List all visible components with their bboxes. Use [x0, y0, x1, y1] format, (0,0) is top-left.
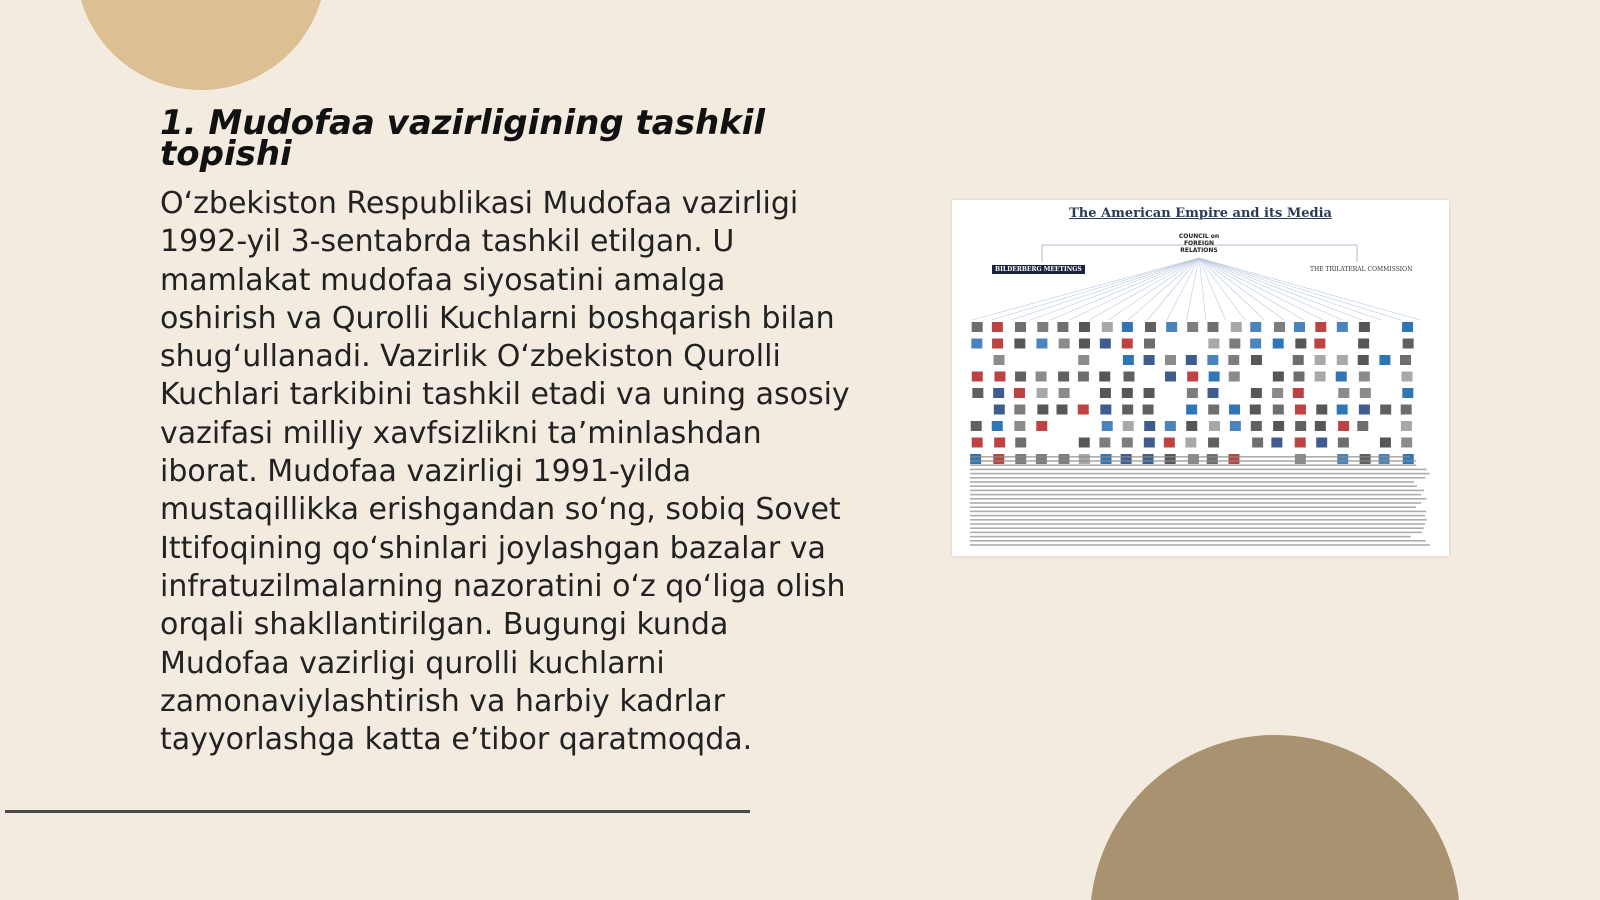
media-thumbnail [1207, 322, 1218, 332]
media-thumbnail [1102, 421, 1113, 431]
fine-print-line [970, 527, 1424, 529]
media-thumbnail [1078, 355, 1089, 365]
media-thumbnail [1273, 372, 1284, 382]
media-thumbnail [1230, 421, 1241, 431]
fine-print-line [970, 485, 1417, 487]
media-thumbnail [1251, 388, 1262, 398]
media-thumbnail [1357, 421, 1368, 431]
fine-print-line [970, 540, 1426, 542]
media-thumbnail [1207, 355, 1218, 365]
media-thumbnail [1078, 405, 1089, 415]
media-thumbnail [1100, 339, 1111, 349]
media-thumbnail [1100, 388, 1111, 398]
media-thumbnail [1358, 355, 1369, 365]
media-thumbnail [992, 322, 1003, 332]
media-thumbnail [1037, 405, 1048, 415]
slide-body-text: O‘zbekiston Respublikasi Mudofaa vazirligi 1992-yil 3-sentabrda tashkil etilgan. U mamlakat mudofaa siyosatini amalga oshirish va Qurolli Kuchlarni boshqarish bilan shug‘ullanadi. Vazirlik O‘zbekiston Qurolli Kuchlari tarkibini tashkil etadi va uning asosiy vazifasi milliy xavfsizlikni ta’minlashdan iborat. Mudofaa vazirligi 1991-yilda mustaqillikka erishgandan so‘ng, sobiq Sovet Ittifoqining qo‘shinlari joylashgan bazalar va infratuzilmalarning nazoratini o‘z qo‘liga olish orqali shakllantirilgan. Bugungi kunda Mudofaa vazirligi qurolli kuchlarni zamonaviylashtirish va harbiy kadrlar tayyorlashga katta e’tibor qaratmoqda. [160, 186, 850, 758]
fine-print-line [970, 536, 1411, 538]
figure-center-label: COUNCIL on FOREIGN RELATIONS [1178, 233, 1220, 254]
media-thumbnail [1379, 454, 1390, 464]
media-thumbnail [1402, 388, 1413, 398]
media-thumbnail [1123, 355, 1134, 365]
fine-print-line [970, 490, 1424, 492]
media-thumbnail [994, 355, 1005, 365]
media-thumbnail [1100, 405, 1111, 415]
media-thumbnail [1315, 372, 1326, 382]
media-thumbnail [1336, 372, 1347, 382]
media-thumbnail [1186, 405, 1197, 415]
media-thumbnail [1360, 388, 1371, 398]
media-thumbnail [1273, 405, 1284, 415]
media-thumbnail [994, 438, 1005, 448]
media-thumbnail [1359, 405, 1370, 415]
media-thumbnail [992, 421, 1003, 431]
media-thumbnail [1316, 438, 1327, 448]
fine-print-line [970, 494, 1421, 496]
media-thumbnail [1057, 322, 1068, 332]
media-thumbnail [1121, 454, 1132, 464]
media-thumbnail [1315, 322, 1326, 332]
media-thumbnail [1250, 322, 1261, 332]
connector-line [1199, 258, 1245, 320]
media-thumbnail [1315, 355, 1326, 365]
media-thumbnail [1207, 454, 1218, 464]
media-thumbnail [1143, 454, 1154, 464]
media-thumbnail [1401, 405, 1412, 415]
media-thumbnail [1337, 405, 1348, 415]
media-thumbnail [993, 454, 1004, 464]
media-thumbnail [1037, 322, 1048, 332]
media-thumbnail [1036, 421, 1047, 431]
connector-line [1199, 258, 1206, 320]
media-thumbnail [1185, 438, 1196, 448]
media-thumbnail [1229, 405, 1240, 415]
fine-print-line [970, 473, 1430, 475]
figure-right-label: THE TRILATERAL COMMISSION [1310, 266, 1413, 273]
media-thumbnail [1079, 454, 1090, 464]
media-thumbnail [1122, 388, 1133, 398]
media-thumbnail [1359, 372, 1370, 382]
slide-title: 1. Mudofaa vazirligining tashkil topishi [160, 103, 766, 174]
media-thumbnail [1379, 355, 1390, 365]
divider-line [5, 810, 750, 813]
media-thumbnail [1293, 355, 1304, 365]
media-thumbnail [972, 322, 983, 332]
media-thumbnail [1099, 438, 1110, 448]
media-thumbnail [1015, 454, 1026, 464]
fine-print-line [970, 544, 1430, 546]
media-thumbnail [1316, 405, 1327, 415]
connector-line [1109, 258, 1200, 320]
media-thumbnail [1337, 322, 1348, 332]
media-thumbnail [1295, 421, 1306, 431]
media-thumbnail [1036, 339, 1047, 349]
media-thumbnail [992, 339, 1003, 349]
media-thumbnail [1358, 339, 1369, 349]
media-thumbnail [1014, 339, 1025, 349]
media-thumbnail [1295, 454, 1306, 464]
media-thumbnail [1293, 372, 1304, 382]
media-thumbnail [1102, 322, 1113, 332]
decorative-circle-bottom [1090, 735, 1460, 900]
media-thumbnail [1058, 454, 1069, 464]
media-thumbnail [994, 405, 1005, 415]
fine-print-line [970, 532, 1422, 534]
fine-print-line [970, 460, 1416, 462]
media-thumbnail [1143, 405, 1154, 415]
media-thumbnail [1058, 372, 1069, 382]
media-thumbnail [1208, 405, 1219, 415]
media-thumbnail [1144, 421, 1155, 431]
media-thumbnail [1338, 421, 1349, 431]
fine-print-line [970, 511, 1426, 513]
media-thumbnail [1100, 454, 1111, 464]
media-thumbnail [1059, 388, 1070, 398]
media-thumbnail [993, 388, 1004, 398]
media-thumbnail [1315, 421, 1326, 431]
media-thumbnail [1187, 388, 1198, 398]
media-thumbnail [1380, 438, 1391, 448]
media-thumbnail [1166, 322, 1177, 332]
media-thumbnail [1401, 438, 1412, 448]
fine-print-line [970, 519, 1427, 521]
media-thumbnail [1015, 372, 1026, 382]
decorative-circle-top [76, 0, 326, 90]
media-thumbnail [1314, 339, 1325, 349]
media-thumbnail [1123, 421, 1134, 431]
media-thumbnail [1252, 438, 1263, 448]
media-thumbnail [1187, 372, 1198, 382]
media-thumbnail [1165, 421, 1176, 431]
media-thumbnail [1165, 372, 1176, 382]
fine-print-line [970, 464, 1416, 466]
media-thumbnail [1057, 405, 1068, 415]
media-thumbnail [1359, 322, 1370, 332]
media-thumbnail [1403, 454, 1414, 464]
fine-print-line [970, 502, 1421, 504]
media-thumbnail [1400, 355, 1411, 365]
media-thumbnail [1229, 372, 1240, 382]
media-thumbnail [970, 454, 981, 464]
media-thumbnail [1401, 421, 1412, 431]
media-thumbnail [971, 421, 982, 431]
media-thumbnail [1208, 438, 1219, 448]
media-thumbnail [1164, 438, 1175, 448]
fine-print-line [970, 456, 1410, 458]
connector-line [1199, 258, 1323, 320]
fine-print-line [970, 481, 1414, 483]
media-thumbnail [1186, 355, 1197, 365]
media-thumbnail [972, 438, 983, 448]
media-thumbnail [1059, 339, 1070, 349]
connector-line [1070, 258, 1200, 320]
media-thumbnail [1271, 438, 1282, 448]
media-thumbnail [1251, 355, 1262, 365]
media-thumbnail [1209, 421, 1220, 431]
media-thumbnail [1099, 372, 1110, 382]
media-thumbnail [1145, 322, 1156, 332]
media-thumbnail [994, 372, 1005, 382]
media-thumbnail [1014, 405, 1025, 415]
media-thumbnail [1165, 454, 1176, 464]
media-thumbnail [971, 339, 982, 349]
media-thumbnail [1272, 388, 1283, 398]
media-thumbnail [1014, 388, 1025, 398]
fine-print-line [970, 469, 1427, 471]
media-thumbnail [1122, 339, 1133, 349]
media-thumbnail [1144, 339, 1155, 349]
media-thumbnail [1273, 339, 1284, 349]
media-thumbnail [1144, 438, 1155, 448]
media-thumbnail [1293, 388, 1304, 398]
media-network-image [952, 200, 1449, 556]
media-thumbnail [1144, 355, 1155, 365]
media-thumbnail [1228, 355, 1239, 365]
media-thumbnail [1402, 322, 1413, 332]
media-thumbnail [1273, 421, 1284, 431]
media-thumbnail [1122, 405, 1133, 415]
media-thumbnail [1338, 388, 1349, 398]
media-thumbnail [1078, 372, 1089, 382]
media-thumbnail [1295, 405, 1306, 415]
media-thumbnail [1295, 339, 1306, 349]
media-thumbnail [1123, 372, 1134, 382]
media-thumbnail [1209, 372, 1220, 382]
media-thumbnail [1274, 322, 1285, 332]
media-thumbnail [1294, 322, 1305, 332]
media-thumbnail [1337, 355, 1348, 365]
media-thumbnail [1295, 438, 1306, 448]
media-thumbnail [1250, 405, 1261, 415]
fine-print-line [970, 523, 1425, 525]
media-thumbnail [1360, 454, 1371, 464]
fine-print-line [970, 498, 1426, 500]
fine-print-line [970, 506, 1416, 508]
media-thumbnail [1079, 339, 1090, 349]
media-thumbnail [1187, 322, 1198, 332]
media-thumbnail [1338, 438, 1349, 448]
media-thumbnail [1403, 339, 1414, 349]
media-thumbnail [1208, 388, 1219, 398]
fine-print-line [970, 515, 1425, 517]
media-thumbnail [1036, 372, 1047, 382]
media-thumbnail [1014, 421, 1025, 431]
media-thumbnail [1186, 421, 1197, 431]
media-thumbnail [1231, 322, 1242, 332]
media-thumbnail [1036, 454, 1047, 464]
media-thumbnail [1037, 388, 1048, 398]
media-thumbnail [972, 388, 983, 398]
media-thumbnail [1122, 438, 1133, 448]
media-thumbnail [1079, 438, 1090, 448]
media-thumbnail [1079, 322, 1090, 332]
media-thumbnail [1250, 339, 1261, 349]
media-thumbnail [1251, 421, 1262, 431]
media-thumbnail [1208, 339, 1219, 349]
media-thumbnail [1165, 355, 1176, 365]
media-thumbnail [1228, 454, 1239, 464]
media-thumbnail [1188, 454, 1199, 464]
connector-line [1199, 258, 1304, 320]
media-thumbnail [1015, 438, 1026, 448]
fine-print-line [970, 477, 1425, 479]
media-thumbnail [1229, 339, 1240, 349]
media-thumbnail [972, 372, 983, 382]
figure-title: The American Empire and its Media [1069, 206, 1332, 221]
media-thumbnail [1380, 405, 1391, 415]
media-thumbnail [1015, 322, 1026, 332]
media-thumbnail [1337, 454, 1348, 464]
media-thumbnail [1402, 372, 1413, 382]
figure-left-label: BILDERBERG MEETINGS [992, 265, 1085, 274]
media-thumbnail [1144, 388, 1155, 398]
media-thumbnail [1122, 322, 1133, 332]
